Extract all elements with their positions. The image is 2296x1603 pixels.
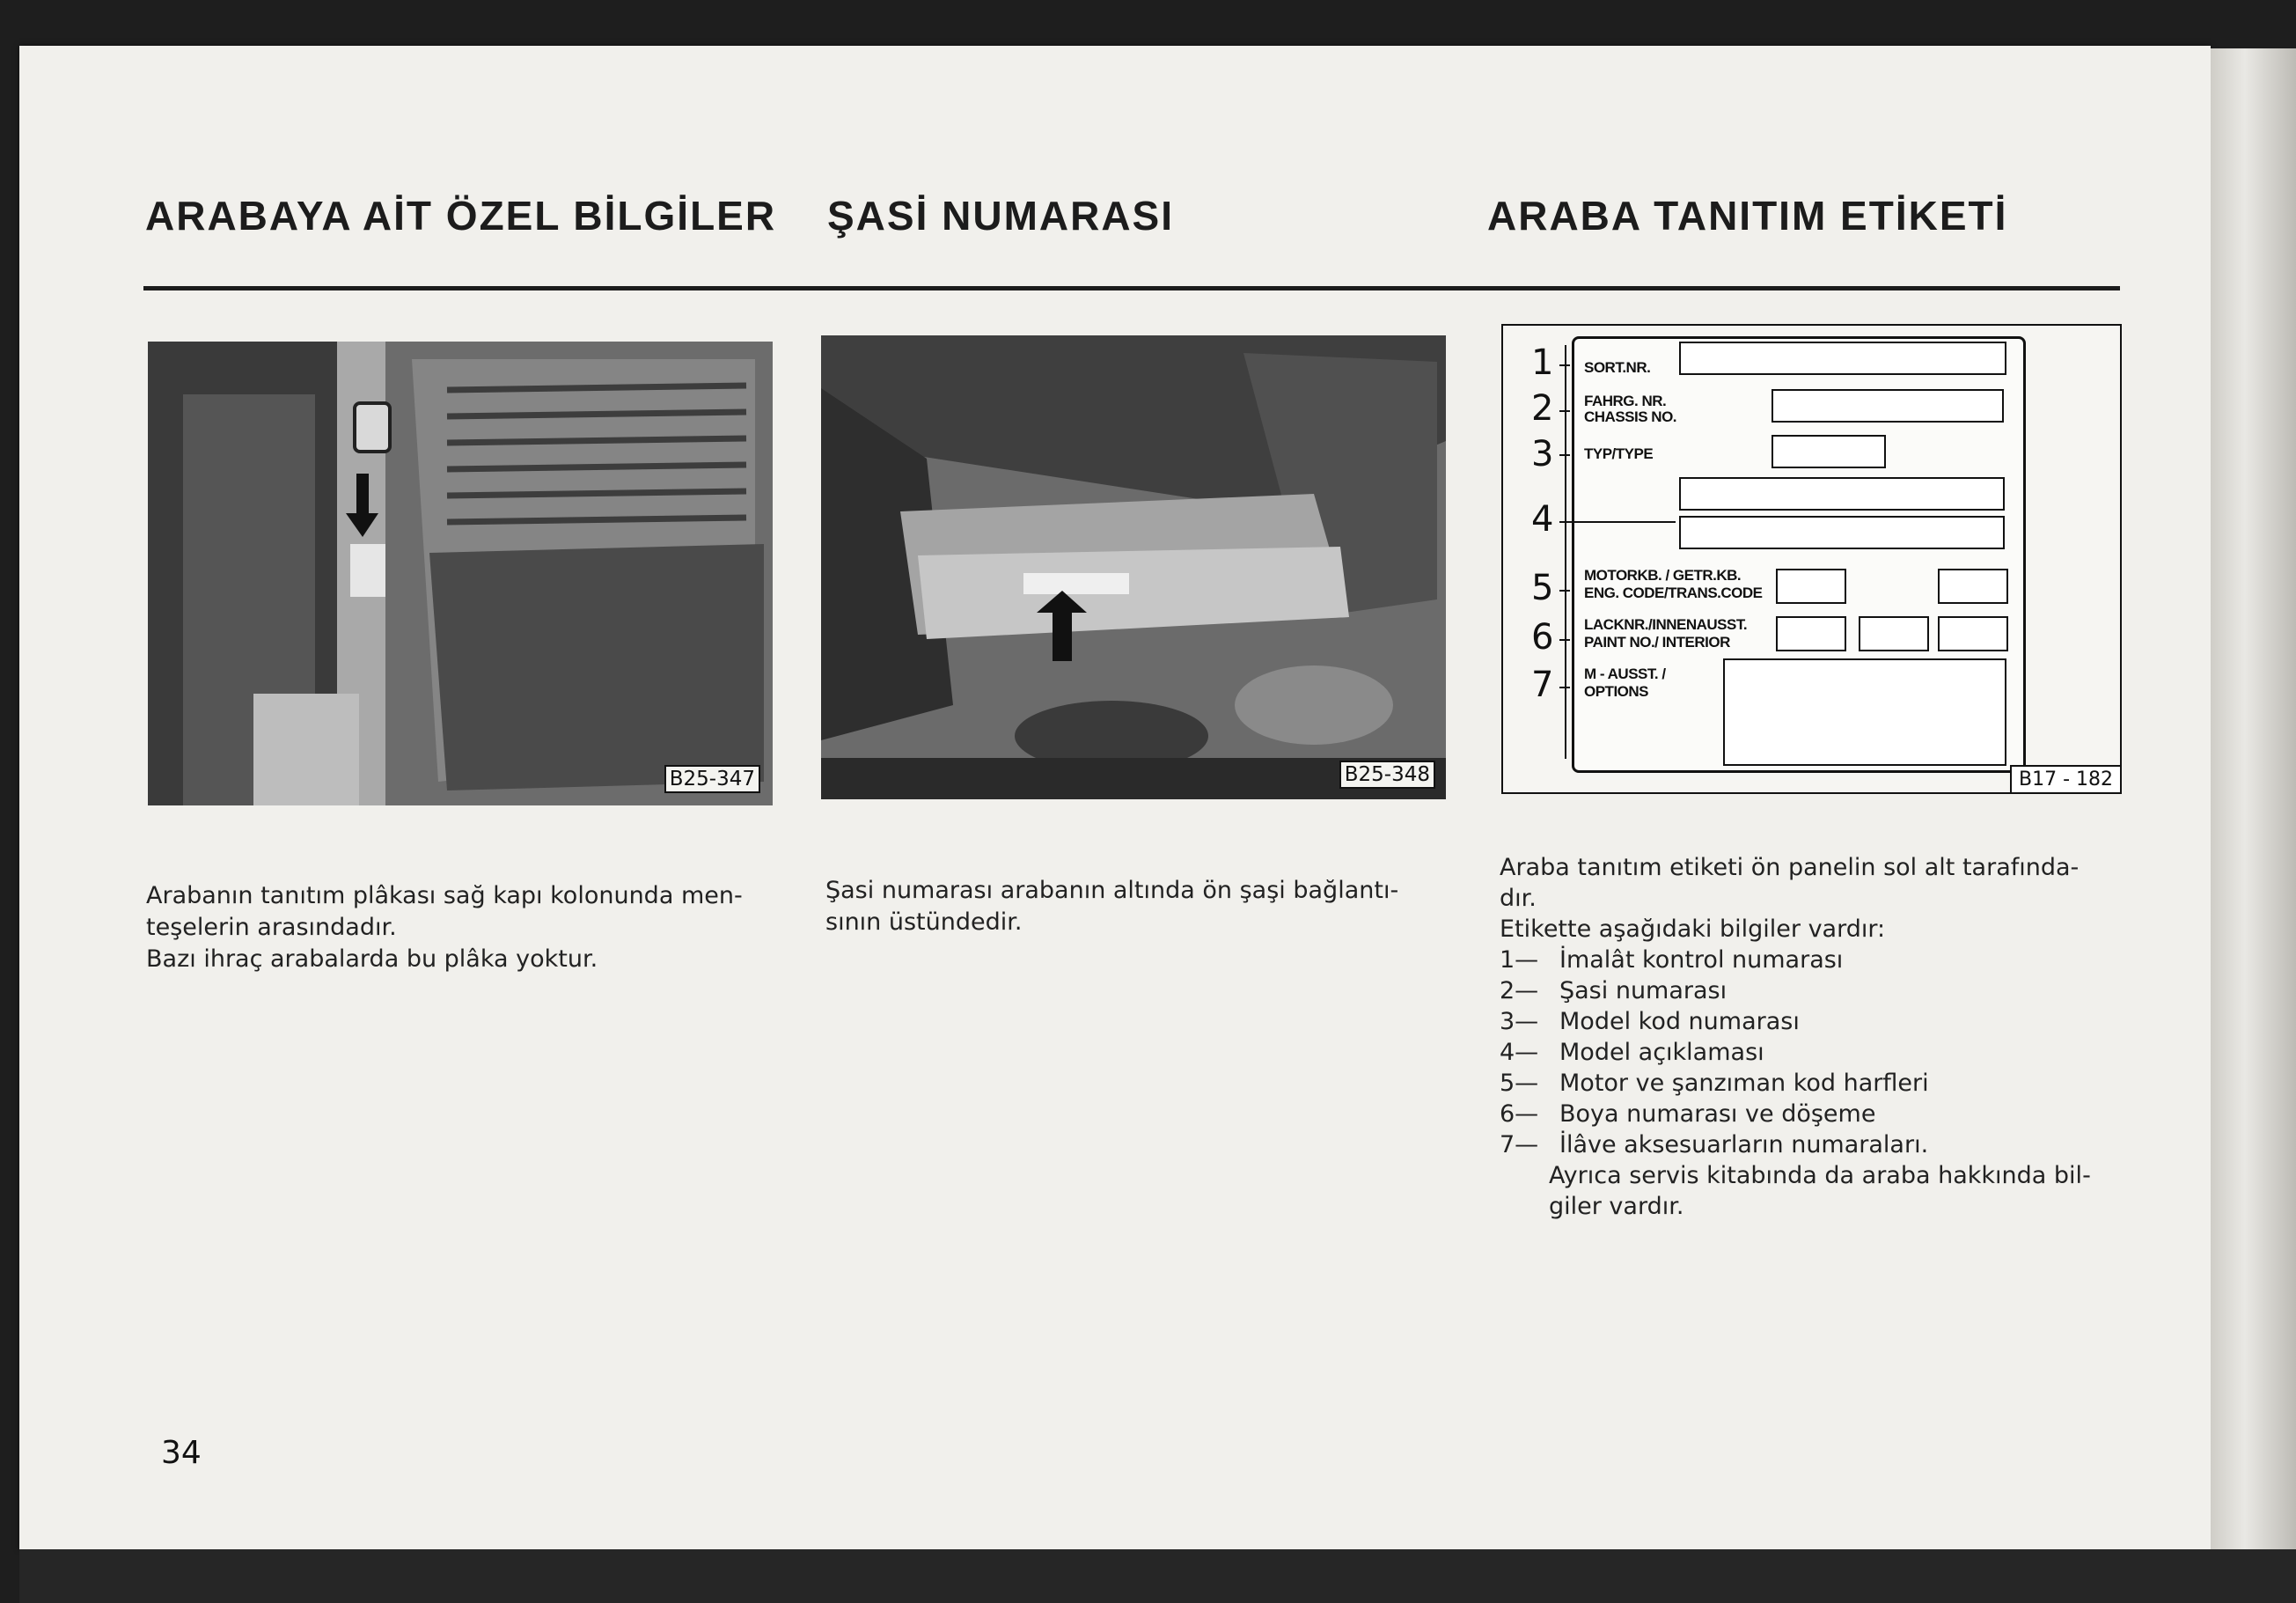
field-box-interior-1 xyxy=(1859,616,1929,651)
diagram-tick xyxy=(1559,364,1570,366)
heading-vehicle-info: ARABAYA AİT ÖZEL BİLGİLER xyxy=(145,193,777,239)
list-item-text: Motor ve şanzıman kod harfleri xyxy=(1559,1070,1929,1097)
diagram-code: B17 - 182 xyxy=(2010,765,2120,792)
diagram-tick xyxy=(1559,454,1570,456)
field-box-transmission-code xyxy=(1938,569,2008,604)
field-box-sort-nr xyxy=(1679,342,2006,375)
list-item-number: 4— xyxy=(1500,1039,1539,1066)
diagram-row-number: 1 xyxy=(1531,342,1554,383)
list-item xyxy=(1500,975,2133,1006)
door-caption-line: teşelerin arasındadır. xyxy=(146,914,397,941)
door-caption xyxy=(146,880,789,975)
identification-label-diagram xyxy=(1501,324,2122,794)
diagram-tick xyxy=(1559,687,1570,688)
field-box-type xyxy=(1772,435,1886,468)
list-item-number: 6— xyxy=(1500,1100,1539,1128)
field-box-options xyxy=(1723,658,2006,766)
chassis-image xyxy=(821,335,1446,799)
label-intro-line: Araba tanıtım etiketi ön panelin sol alt tarafında- xyxy=(1500,854,2080,881)
field-box-model-line-1 xyxy=(1679,477,2005,511)
field-box-chassis-no xyxy=(1772,389,2004,423)
label-description xyxy=(1500,852,2133,1222)
diagram-tick xyxy=(1559,590,1570,592)
list-item-text: İmalât kontrol numarası xyxy=(1559,946,1844,974)
list-item xyxy=(1500,1037,2133,1068)
field-label-sort-nr: SORT.NR. xyxy=(1584,359,1651,376)
diagram-tick xyxy=(1559,410,1570,412)
list-item-number: 1— xyxy=(1500,946,1539,974)
field-box-interior-2 xyxy=(1938,616,2008,651)
field-label-type: TYP/TYPE xyxy=(1584,445,1654,462)
door-photo-code: B25-347 xyxy=(664,765,760,793)
field-box-paint-no xyxy=(1776,616,1846,651)
heading-chassis-number: ŞASİ NUMARASI xyxy=(827,193,1175,239)
list-item xyxy=(1500,1099,2133,1129)
list-item xyxy=(1500,1068,2133,1099)
list-item-text: Model kod numarası xyxy=(1559,1008,1800,1035)
field-label-chassis-no: CHASSIS NO. xyxy=(1584,408,1677,425)
field-label-engine-code: ENG. CODE/TRANS.CODE xyxy=(1584,585,1763,601)
page-number: 34 xyxy=(161,1435,202,1471)
list-item-text: İlâve aksesuarların numaraları. xyxy=(1559,1131,1929,1158)
field-box-model-line-2 xyxy=(1679,516,2005,549)
list-item-number: 3— xyxy=(1500,1008,1539,1035)
door-pillar-image xyxy=(148,342,773,805)
diagram-row-number: 6 xyxy=(1531,617,1554,658)
list-item-number: 2— xyxy=(1500,977,1539,1004)
list-item xyxy=(1500,1129,2133,1160)
page-edge xyxy=(2211,48,2296,1549)
diagram-guide-line xyxy=(1565,345,1566,759)
chassis-caption xyxy=(825,875,1468,938)
label-list-intro: Etikette aşağıdaki bilgiler vardır: xyxy=(1500,915,1886,943)
chassis-photo xyxy=(821,335,1446,799)
diagram-row-number: 5 xyxy=(1531,568,1554,608)
field-box-engine-code xyxy=(1776,569,1846,604)
heading-rule xyxy=(143,286,2120,290)
label-closing-line: giler vardır. xyxy=(1549,1193,1684,1220)
list-item-text: Model açıklaması xyxy=(1559,1039,1764,1066)
field-label-paint-no: PAINT NO./ INTERIOR xyxy=(1584,634,1730,651)
door-caption-line: Arabanın tanıtım plâkası sağ kapı kolonunda men- xyxy=(146,882,743,909)
field-label-options: M - AUSST. / xyxy=(1584,665,1666,682)
list-item-number: 7— xyxy=(1500,1131,1539,1158)
list-item xyxy=(1500,1006,2133,1037)
door-caption-line: Bazı ihraç arabalarda bu plâka yoktur. xyxy=(146,945,598,973)
diagram-row-number: 4 xyxy=(1531,499,1554,540)
chassis-photo-code: B25-348 xyxy=(1339,761,1435,789)
label-closing-line: Ayrıca servis kitabında da araba hakkında bil- xyxy=(1549,1162,2091,1189)
diagram-row-number: 2 xyxy=(1531,388,1554,429)
field-label-paint-no: LACKNR./INNENAUSST. xyxy=(1584,616,1748,633)
diagram-tick xyxy=(1559,521,1676,523)
chassis-caption-line: sının üstündedir. xyxy=(825,908,1023,936)
heading-identification-label: ARABA TANITIM ETİKETİ xyxy=(1487,193,2008,239)
diagram-row-number: 7 xyxy=(1531,665,1554,705)
list-item xyxy=(1500,945,2133,975)
scan-border xyxy=(19,1549,2296,1603)
field-label-options: OPTIONS xyxy=(1584,683,1649,700)
list-item-text: Şasi numarası xyxy=(1559,977,1728,1004)
list-item-number: 5— xyxy=(1500,1070,1539,1097)
door-pillar-photo xyxy=(148,342,773,805)
list-item-text: Boya numarası ve döşeme xyxy=(1559,1100,1876,1128)
diagram-row-number: 3 xyxy=(1531,434,1554,474)
field-label-engine-code: MOTORKB. / GETR.KB. xyxy=(1584,567,1742,584)
label-intro-line: dır. xyxy=(1500,885,1537,912)
diagram-tick xyxy=(1559,639,1570,641)
chassis-caption-line: Şasi numarası arabanın altında ön şaşi bağlantı- xyxy=(825,877,1399,904)
field-label-chassis-no: FAHRG. NR. xyxy=(1584,393,1667,409)
